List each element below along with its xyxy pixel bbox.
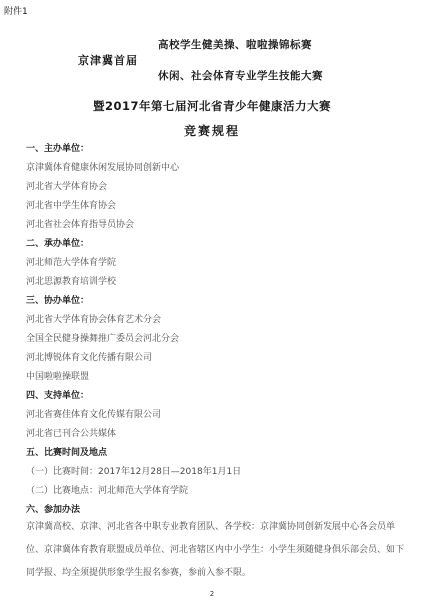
list-item: 中国啦啦操联盟 bbox=[26, 372, 90, 382]
list-item: 京津冀体育健康休闲发展协同创新中心 bbox=[26, 163, 180, 173]
list-item: （一）比赛时间：2017年12月28日—2018年1月1日 bbox=[26, 467, 242, 477]
list-item: 河北省大学体育协会 bbox=[26, 182, 108, 192]
list-item: 河北省大学体育协会体育艺术分会 bbox=[26, 315, 162, 325]
section-paragraph: 京津冀高校、京津、河北省各中职专业教育团队、各学校：京津冀协同创新发展中心各会员单位、京津冀体育教育联盟成员单位、河北省辖区内中小学生：小学生须随健身俱乐部会员、如下同学报、均全须提供形象学生报名参赛，参前入参不限。 bbox=[26, 522, 405, 578]
section-title: 五、比赛时间及地点 bbox=[26, 448, 108, 458]
section-title: 二、承办单位： bbox=[26, 239, 90, 249]
section-title: 四、支持单位： bbox=[26, 391, 90, 401]
list-item: 河北师范大学体育学院 bbox=[26, 258, 117, 268]
section-title: 三、协办单位： bbox=[26, 296, 90, 306]
list-item: 全国全民健身操舞推广委员会河北分会 bbox=[26, 334, 180, 344]
list-item: 河北省已刊合公共媒体 bbox=[26, 429, 117, 439]
list-item: 河北省社会体育指导员协会 bbox=[26, 220, 135, 230]
page-number: 2 bbox=[209, 590, 215, 598]
list-item: 河北博锐体育文化传播有限公司 bbox=[26, 353, 153, 363]
list-item: （二）比赛地点：河北师范大学体育学院 bbox=[26, 486, 189, 496]
list-item: 河北省中学生体育协会 bbox=[26, 201, 117, 211]
list-item: 河北省赛佳体育文化传媒有限公司 bbox=[26, 410, 162, 420]
list-item: 河北思源教育培训学校 bbox=[26, 277, 117, 287]
attachment-label: 附件1 bbox=[4, 7, 28, 17]
title-line-1: 高校学生健美操、啦啦操锦标赛 bbox=[158, 39, 312, 51]
section-title: 六、参加办法 bbox=[26, 505, 81, 515]
title-line-4: 竞赛规程 bbox=[183, 124, 240, 138]
title-line-3: 暨2017年第七届河北省青少年健康活力大赛 bbox=[92, 99, 331, 113]
title-prefix: 京津冀首届 bbox=[78, 54, 138, 67]
title-line-2: 休闲、社会体育专业学生技能大赛 bbox=[158, 70, 323, 82]
section-title: 一、主办单位： bbox=[26, 144, 90, 154]
